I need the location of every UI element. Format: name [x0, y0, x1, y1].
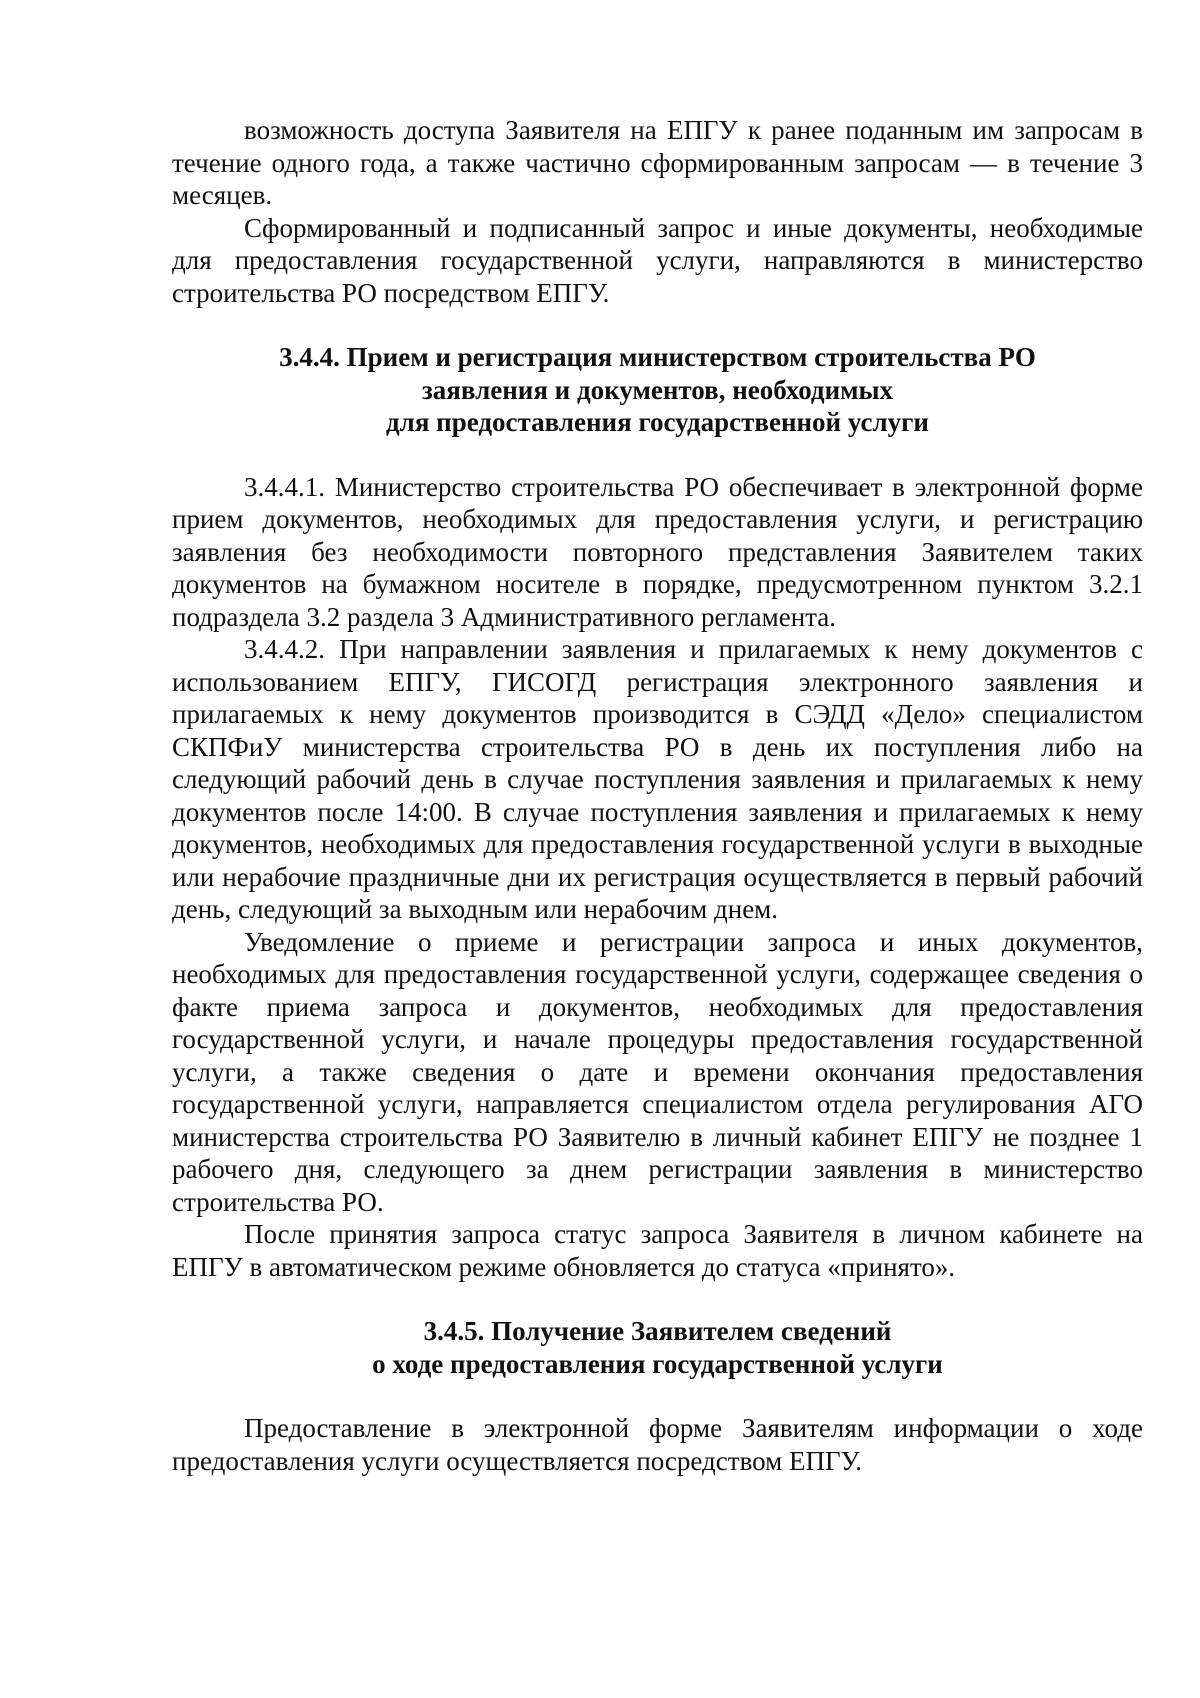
paragraph-status-update: После принятия запроса статус запроса Заявителя в личном кабинете на ЕПГУ в автоматическом режиме обновляется до статуса «принято».: [172, 1219, 1143, 1282]
paragraph-progress-info: Предоставление в электронной форме Заявителям информации о ходе предоставления услуги осуществляется посредством ЕПГУ.: [172, 1413, 1143, 1476]
heading-line: для предоставления государственной услуги: [386, 407, 929, 437]
paragraph-3-4-4-2: 3.4.4.2. При направлении заявления и прилагаемых к нему документов с использованием ЕПГУ, ГИСОГД регистрация электронного заявления и прилагаемых к нему документов производится в СЭДД «Дело» специалистом СКПФиУ министерства строительства РО в день их поступления либо на следующий рабочий день в случае поступления заявления и прилагаемых к нему документов после 14:00. В случае поступления заявления и прилагаемых к нему документов, необходимых для предоставления государственной услуги в выходные или нерабочие праздничные дни их регистрация осуществляется в первый рабочий день, следующий за выходным или нерабочим днем.: [172, 634, 1143, 924]
heading-line: 3.4.4. Прием и регистрация министерством строительства РО: [279, 342, 1036, 372]
heading-section-3-4-5: [172, 1315, 1143, 1380]
document-body: [172, 114, 1143, 1477]
heading-line: о ходе предоставления государственной услуги: [372, 1348, 943, 1379]
paragraph-intro-access: возможность доступа Заявителя на ЕПГУ к ранее поданным им запросам в течение одного года, а также частично сформированным запросам — в течение 3 месяцев.: [172, 115, 1143, 210]
paragraph-notification: Уведомление о приеме и регистрации запроса и иных документов, необходимых для предоставления государственной услуги, содержащее сведения о факте приема запроса и документов, необходимых для предоставления государственной услуги, и начале процедуры предоставления государственной услуги, а также сведения о дате и времени окончания предоставления государственной услуги, направляется специалистом отдела регулирования АГО министерства строительства РО Заявителю в личный кабинет ЕПГУ не позднее 1 рабочего дня, следующего за днем регистрации заявления в министерство строительства РО.: [172, 926, 1143, 1217]
paragraph-3-4-4-1: 3.4.4.1. Министерство строительства РО обеспечивает в электронной форме прием документов, необходимых для предоставления услуги, и регистрацию заявления без необходимости повторного представления Заявителем таких документов на бумажном носителе в порядке, предусмотренном пунктом 3.2.1 подраздела 3.2 раздела 3 Административного регламента.: [172, 471, 1143, 632]
paragraph-intro-submission: Сформированный и подписанный запрос и иные документы, необходимые для предоставления государственной услуги, направляются в министерство строительства РО посредством ЕПГУ.: [172, 212, 1143, 308]
heading-line: 3.4.5. Получение Заявителем сведений: [423, 1316, 892, 1346]
heading-line: заявления и документов, необходимых: [421, 374, 894, 405]
heading-section-3-4-4: [172, 341, 1143, 439]
